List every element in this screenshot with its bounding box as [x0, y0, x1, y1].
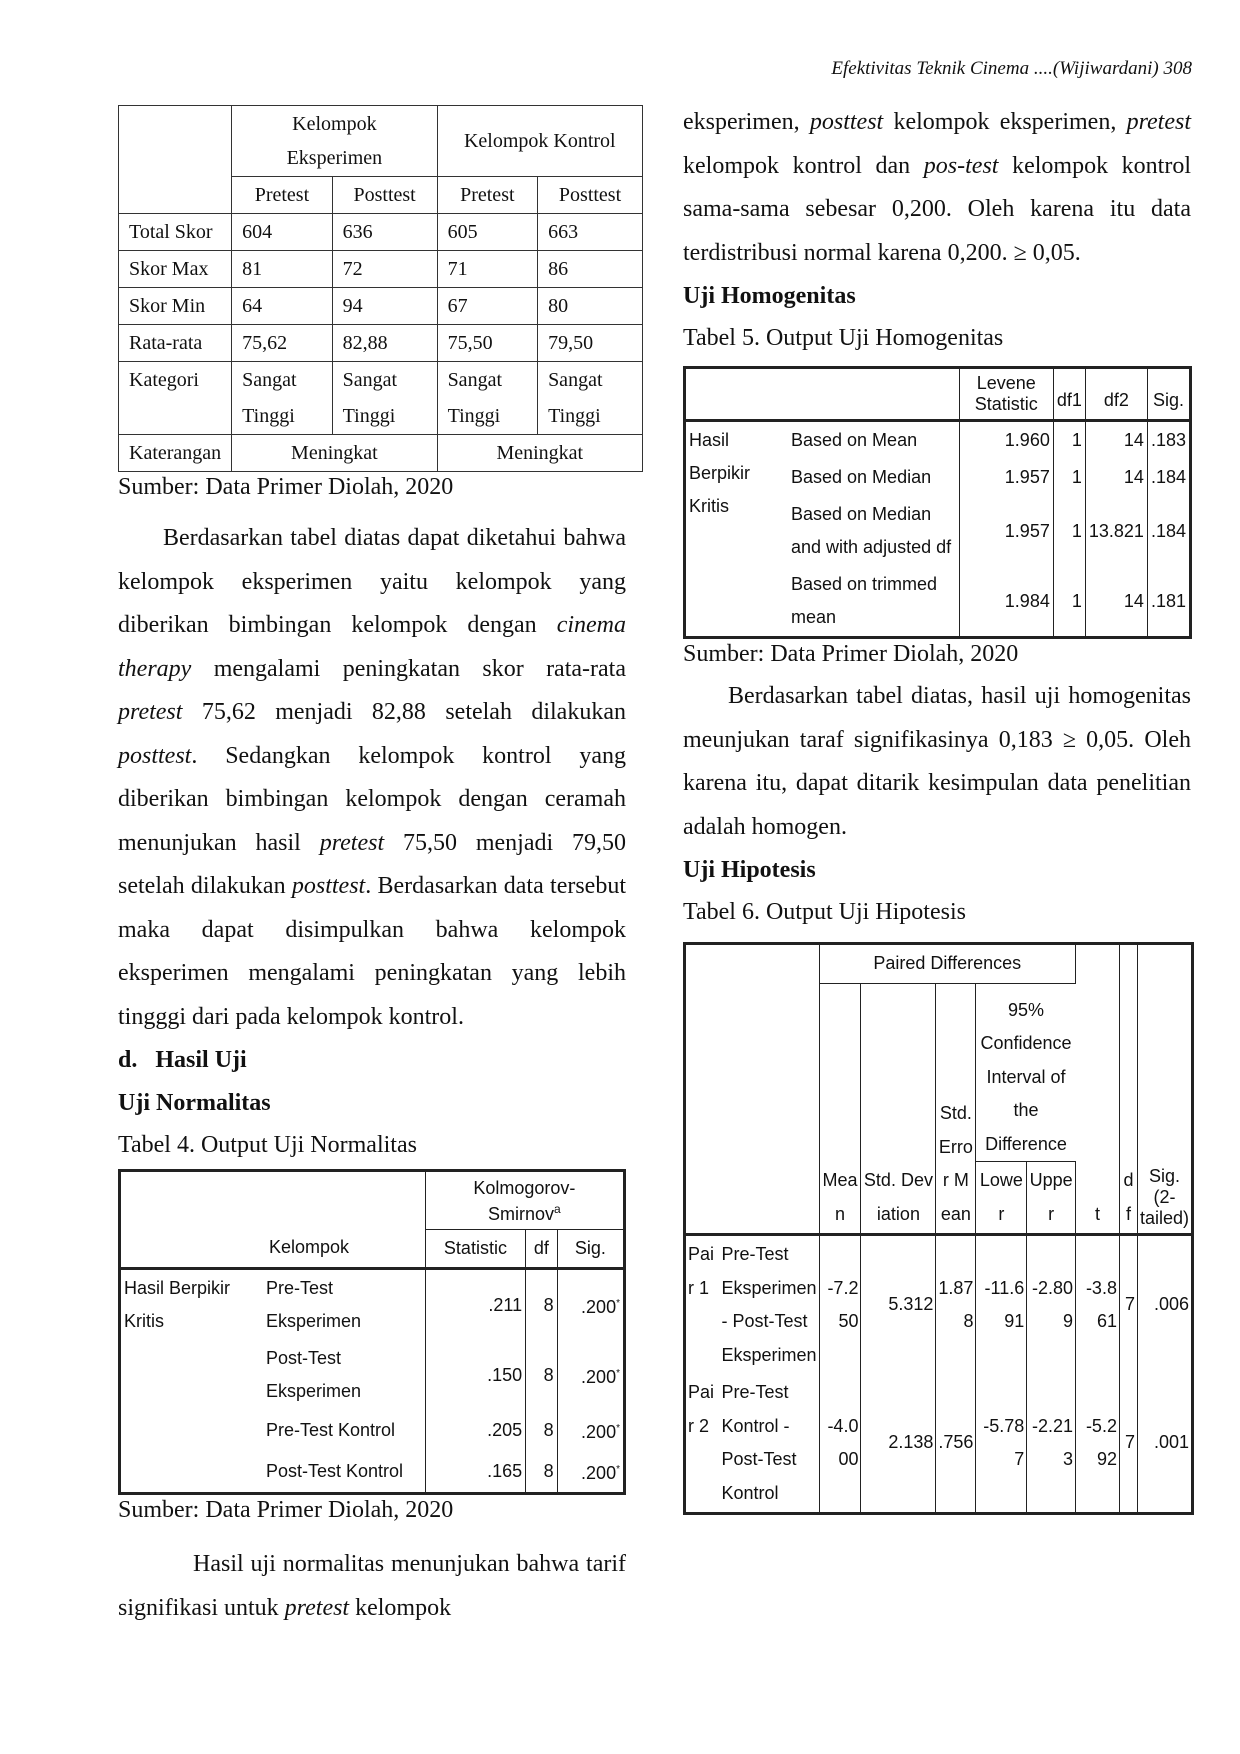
cell: .006: [1137, 1235, 1192, 1375]
table-row: [119, 288, 643, 325]
cell: -4.000: [819, 1374, 861, 1514]
cell: 14: [1085, 459, 1147, 496]
row-pair: Pair 1: [685, 1235, 718, 1375]
table-row: [685, 1374, 1193, 1514]
t6-paired-head: Paired Differences: [819, 944, 1076, 984]
cell: Meningkat: [437, 435, 642, 472]
cell: 71: [437, 251, 538, 288]
cell: 604: [232, 214, 333, 251]
row-label: Based on Median and with adjusted df: [788, 496, 959, 566]
cell: 605: [437, 214, 538, 251]
paragraph: eksperimen, posttest kelompok eksperimen, pretest kelompok kontrol dan pos-test kelompok kontrol sama-sama sebesar 0,200. Oleh karena itu data terdistribusi normal karena 0,200. ≥ 0,05.: [683, 109, 1191, 266]
cell: .165: [425, 1451, 525, 1494]
left-column: [118, 105, 626, 1630]
t6-df-head: df: [1119, 944, 1137, 1235]
t4-df: df: [526, 1230, 558, 1269]
t4-ks-label: Kolmogorov-Smirnov: [473, 1178, 576, 1224]
t6-se-head: Std. Error Mean: [936, 983, 976, 1235]
t6-corner: [685, 944, 820, 1235]
cell: 1.984: [959, 566, 1053, 638]
t6-ci-head: 95% Confidence Interval of the Difference: [976, 983, 1076, 1162]
t5-var-label: Hasil Berpikir Kritis: [685, 421, 789, 638]
cell: .150: [425, 1340, 525, 1410]
t5-df2: df2: [1085, 368, 1147, 421]
row-label: Katerangan: [119, 435, 232, 472]
cell: 1.878: [936, 1235, 976, 1375]
cell: 81: [232, 251, 333, 288]
t5-sig: Sig.: [1152, 390, 1184, 410]
cell: -7.250: [819, 1235, 861, 1375]
cell: 86: [538, 251, 643, 288]
cell: 64: [232, 288, 333, 325]
caption-table4: Tabel 4. Output Uji Normalitas: [118, 1132, 417, 1158]
cell: 8: [526, 1340, 558, 1410]
row-label: Rata-rata: [119, 325, 232, 362]
table-row: [119, 435, 643, 472]
cell: -5.787: [976, 1374, 1027, 1514]
t6-lower-head: Lower: [976, 1162, 1027, 1235]
cell: Meningkat: [232, 435, 437, 472]
t4-kelompok-head: [120, 1171, 426, 1269]
table-row: [119, 325, 643, 362]
t5-levene: Levene Statistic: [959, 368, 1053, 421]
cell: .205: [425, 1410, 525, 1451]
cell: .200*: [581, 1366, 620, 1387]
cell: 14: [1085, 421, 1147, 460]
table-row: [119, 214, 643, 251]
cell: Sangat Tinggi: [437, 362, 538, 435]
cell: 1: [1053, 496, 1085, 566]
normality-table: [118, 1169, 626, 1495]
t4-kelompok-label: Kelompok: [269, 1237, 350, 1257]
caption-table6: Tabel 6. Output Uji Hipotesis: [683, 899, 966, 925]
cell: .181: [1150, 590, 1186, 611]
t6-sd-head: Std. Deviation: [861, 983, 936, 1235]
t1-posttest-2: Posttest: [538, 177, 643, 214]
row-label: Pre-Test Kontrol - Post-Test Kontrol: [717, 1374, 819, 1514]
t4-var-label: Hasil Berpikir Kritis: [120, 1269, 264, 1494]
table-row: [119, 251, 643, 288]
cell: .211: [425, 1269, 525, 1341]
cell: 8: [526, 1451, 558, 1494]
cell: -2.809: [1027, 1235, 1076, 1375]
t4-statistic: Statistic: [425, 1230, 525, 1269]
t4-ks-sup: a: [554, 1202, 561, 1216]
row-label: Pre-Test Kontrol: [263, 1410, 425, 1451]
cell: 7: [1119, 1374, 1137, 1514]
heading-hasil-uji: d. Hasil Uji: [118, 1047, 247, 1073]
descriptive-table: [118, 105, 643, 472]
cell: -2.213: [1027, 1374, 1076, 1514]
table-row: [120, 1269, 625, 1341]
cell: -3.861: [1076, 1235, 1120, 1375]
row-label: Kategori: [119, 362, 232, 435]
row-label: Pre-Test Eksperimen: [263, 1269, 425, 1341]
table5-source: Sumber: Data Primer Diolah, 2020: [683, 641, 1019, 667]
heading-normalitas: Uji Normalitas: [118, 1090, 271, 1116]
homogeneity-table: [683, 366, 1192, 639]
row-label: Pre-Test Eksperimen - Post-Test Eksperimen: [717, 1235, 819, 1375]
cell: 75,62: [232, 325, 333, 362]
t1-corner: [119, 106, 232, 214]
cell: 75,50: [437, 325, 538, 362]
table-row: [685, 421, 1191, 460]
row-label: Post-Test Eksperimen: [263, 1340, 425, 1410]
cell: 1: [1053, 459, 1085, 496]
cell: .184: [1150, 467, 1186, 487]
table1-source: Sumber: Data Primer Diolah, 2020: [118, 474, 454, 500]
t5-corner: [685, 368, 960, 421]
table4-source: Sumber: Data Primer Diolah, 2020: [118, 1497, 454, 1523]
hypothesis-table: [683, 942, 1194, 1515]
t6-upper-head: Upper: [1027, 1162, 1076, 1235]
cell: 8: [526, 1410, 558, 1451]
caption-table5: Tabel 5. Output Uji Homogenitas: [683, 325, 1004, 351]
table-row: [685, 1235, 1193, 1375]
cell: -11.691: [976, 1235, 1027, 1375]
paragraph: Berdasarkan tabel diatas, hasil uji homogenitas meunjukan taraf signifikasinya 0,183 ≥ 0,05. Oleh karena itu, dapat ditarik kesimpulan data penelitian adalah homogen.: [683, 683, 1191, 840]
t1-pretest-2: Pretest: [437, 177, 538, 214]
row-label: Based on trimmed mean: [788, 566, 959, 638]
cell: 1: [1053, 421, 1085, 460]
cell: Sangat Tinggi: [332, 362, 437, 435]
t4-sig: Sig.: [557, 1230, 624, 1269]
cell: 1: [1053, 566, 1085, 638]
cell: 1.957: [959, 459, 1053, 496]
row-label: Total Skor: [119, 214, 232, 251]
cell: Sangat Tinggi: [232, 362, 333, 435]
table-row: [119, 362, 643, 435]
cell: 67: [437, 288, 538, 325]
cell: 5.312: [861, 1235, 936, 1375]
heading-homogenitas: Uji Homogenitas: [683, 283, 856, 309]
heading-hipotesis: Uji Hipotesis: [683, 857, 816, 883]
cell: .200*: [557, 1269, 624, 1341]
running-header: Efektivitas Teknik Cinema ....(Wijiwardani) 308: [831, 58, 1192, 79]
cell: 79,50: [538, 325, 643, 362]
cell: 8: [526, 1269, 558, 1341]
cell: 1.960: [959, 421, 1053, 460]
t6-sig-head: Sig. (2-tailed): [1139, 1166, 1189, 1228]
cell: 663: [538, 214, 643, 251]
paragraph: Hasil uji normalitas menunjukan bahwa tarif signifikasi untuk pretest kelompok: [118, 1551, 626, 1621]
cell: 2.138: [861, 1374, 936, 1514]
row-pair: Pair 2: [688, 1382, 715, 1436]
row-label: Skor Min: [119, 288, 232, 325]
t5-df1: df1: [1053, 368, 1085, 421]
row-label: Post-Test Kontrol: [263, 1451, 425, 1494]
cell: 7: [1119, 1235, 1137, 1375]
row-label: Based on Median: [788, 459, 959, 496]
cell: -5.292: [1076, 1374, 1120, 1514]
cell: 636: [332, 214, 437, 251]
cell: .184: [1150, 520, 1186, 541]
right-column: [683, 101, 1191, 1515]
t1-group-eksperimen: Kelompok Eksperimen: [232, 106, 437, 177]
cell: 14: [1085, 566, 1147, 638]
cell: .001: [1153, 1432, 1189, 1453]
t1-pretest-1: Pretest: [232, 177, 333, 214]
row-label: Skor Max: [119, 251, 232, 288]
t6-t-head: t: [1076, 944, 1120, 1235]
cell: 82,88: [332, 325, 437, 362]
cell: .756: [936, 1374, 976, 1514]
cell: 80: [538, 288, 643, 325]
t1-posttest-1: Posttest: [332, 177, 437, 214]
t1-group-kontrol: Kelompok Kontrol: [437, 106, 642, 177]
cell: .183: [1147, 421, 1190, 460]
cell: 94: [332, 288, 437, 325]
cell: Sangat Tinggi: [538, 362, 643, 435]
cell: .200*: [581, 1422, 620, 1442]
t6-mean-head: Mean: [819, 983, 861, 1235]
cell: .200*: [581, 1463, 620, 1483]
cell: 1.957: [959, 496, 1053, 566]
cell: 72: [332, 251, 437, 288]
t4-ks-head: [425, 1171, 624, 1230]
row-label: Based on Mean: [788, 421, 959, 460]
cell: 13.821: [1085, 496, 1147, 566]
paragraph: Berdasarkan tabel diatas dapat diketahui bahwa kelompok eksperimen yaitu kelompok yang diberikan bimbingan kelompok dengan cinema therapy mengalami peningkatan skor rata-rata pretest 75,62 menjadi 82,88 setelah dilakukan posttest. Sedangkan kelompok kontrol yang diberikan bimbingan kelompok dengan ceramah menunjukan hasil pretest 75,50 menjadi 79,50 setelah dilakukan posttest. Berdasarkan data tersebut maka dapat disimpulkan bahwa kelompok eksperimen mengalami peningkatan yang lebih tingggi dari pada kelompok kontrol.: [118, 525, 627, 1030]
